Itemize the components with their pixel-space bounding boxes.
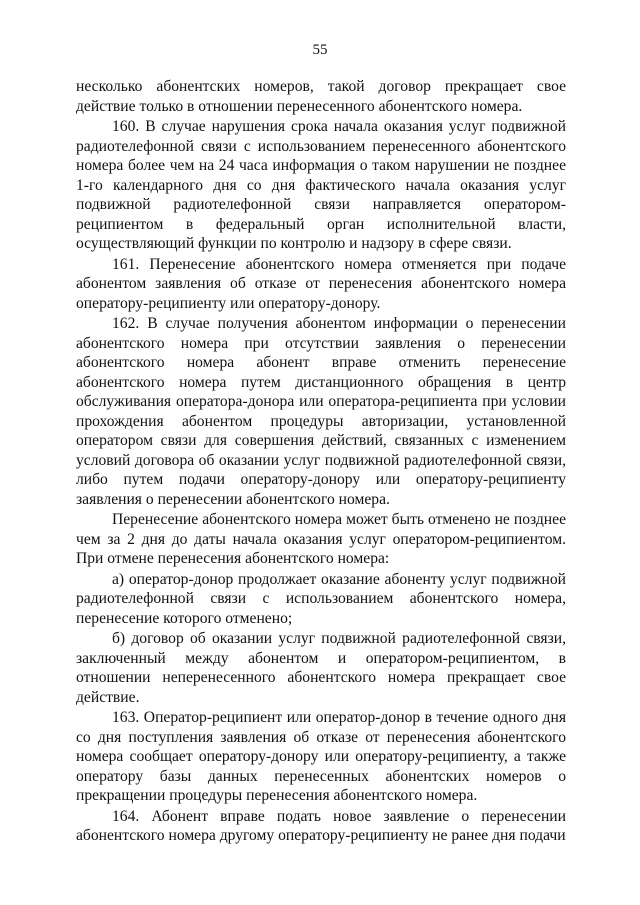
paragraph-continuation: несколько абонентских номеров, такой договор прекращает свое действие только в отношении перенесенного абонентского номера.	[76, 78, 566, 115]
body-text	[76, 77, 566, 846]
page-number: 55	[312, 42, 328, 58]
paragraph-item-a: а) оператор-донор продолжает оказание абоненту услуг подвижной радиотелефонной связи с использованием абонентского номера, перенесение которого отменено;	[76, 570, 566, 627]
paragraph-164: 164. Абонент вправе подать новое заявление о перенесении абонентского номера другому оператору-реципиенту не ранее дня подачи	[76, 807, 566, 844]
paragraph-item-b: б) договор об оказании услуг подвижной радиотелефонной связи, заключенный между абонентом и оператором-реципиентом, в отношении неперенесенного абонентского номера прекращает свое действие.	[76, 630, 566, 706]
paragraph-cancellation-deadline: Перенесение абонентского номера может быть отменено не позднее чем за 2 дня до даты начала оказания услуг оператором-реципиентом. При отмене перенесения абонентского номера:	[76, 511, 566, 567]
paragraph-162: 162. В случае получения абонентом информации о перенесении абонентского номера при отсутствии заявления о перенесении абонентского номера абонент вправе отменить перенесение абонентского номера путем дистанционного обращения в центр обслуживания оператора-донора или оператора-реципиента при условии прохождения абонентом процедуры авторизации, установленной оператором связи для совершения действий, связанных с изменением условий договора об оказании услуг подвижной радиотелефонной связи, либо путем подачи оператору-донору или оператору-реципиенту заявления о перенесении абонентского номера.	[76, 315, 566, 508]
paragraph-160: 160. В случае нарушения срока начала оказания услуг подвижной радиотелефонной связи с использованием перенесенного абонентского номера более чем на 24 часа информация о таком нарушении не позднее 1-го календарного дня со дня фактического начала оказания услуг подвижной радиотелефонной связи направляется оператором-реципиентом в федеральный орган исполнительной власти, осуществляющий функции по контролю и надзору в сфере связи.	[76, 118, 566, 252]
paragraph-163: 163. Оператор-реципиент или оператор-донор в течение одного дня со дня поступления заявления об отказе от перенесения абонентского номера сообщает оператору-донору или оператору-реципиенту, а также оператору базы данных перенесенных абонентских номеров о прекращении процедуры перенесения абонентского номера.	[76, 709, 566, 804]
paragraph-161: 161. Перенесение абонентского номера отменяется при подаче абонентом заявления об отказе от перенесения абонентского номера оператору-реципиенту или оператору-донору.	[76, 255, 566, 312]
